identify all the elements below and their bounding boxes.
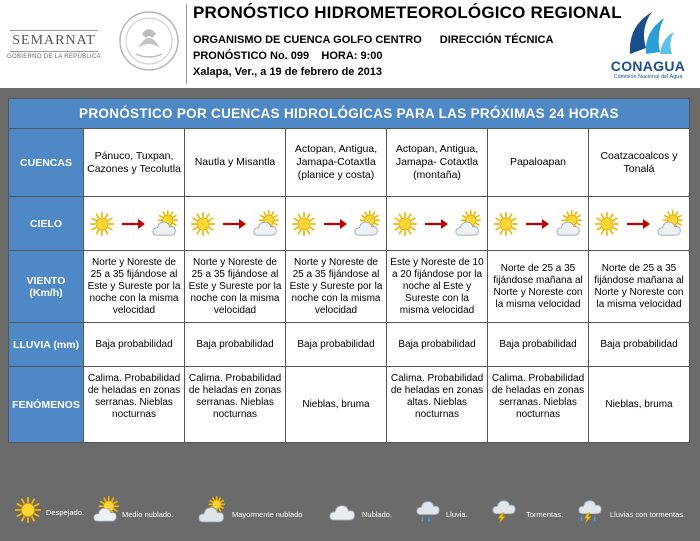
basin-name: Coatzacoalcos y Tonalá [589, 129, 690, 197]
sky-cell [286, 197, 387, 251]
wind-text: Este y Noreste de 10 a 20 fijándose por la noche al Este y Sureste con la misma velocidad [387, 251, 488, 323]
rain-text: Baja probabilidad [387, 323, 488, 367]
sun-icon [594, 211, 620, 237]
legend [0, 490, 700, 540]
forecast-line [193, 50, 383, 62]
rain-text: Baja probabilidad [185, 323, 286, 367]
wind-text: Norte de 25 a 35 fijándose mañana al Norte y Noreste con la misma velocidad [589, 251, 690, 323]
sun-icon [493, 211, 519, 237]
sun-icon [291, 211, 317, 237]
table-row-lluvia [9, 323, 690, 367]
legend-label: Despejado. [46, 508, 84, 517]
basin-name: Nautla y Misantla [185, 129, 286, 197]
sky-cell [589, 197, 690, 251]
arrow-right-icon [120, 218, 146, 230]
phenomena-text: Nieblas, bruma [589, 367, 690, 443]
phenomena-text: Calima. Probabilidad de heladas en zonas serranas. Nieblas nocturnas [185, 367, 286, 443]
arrow-right-icon [322, 218, 348, 230]
table-row-cuencas [9, 129, 690, 197]
wind-text: Norte y Noreste de 25 a 35 fijándose al Este y Sureste por la noche con la misma velocidad [84, 251, 185, 323]
sky-cell [84, 197, 185, 251]
legend-label: Nublado. [362, 510, 393, 519]
row-label-lluvia: LLUVIA (mm) [9, 323, 84, 367]
partly-cloudy-icon [454, 210, 482, 238]
direction-name: DIRECCIÓN TÉCNICA [439, 34, 554, 46]
conagua-name: CONAGUA [610, 58, 686, 74]
rain-text: Baja probabilidad [286, 323, 387, 367]
row-label-fenomenos: FENÓMENOS [9, 367, 84, 443]
partly-cloudy-icon [151, 210, 179, 238]
semarnat-name: SEMARNAT [12, 33, 96, 48]
rain-text: Baja probabilidad [84, 323, 185, 367]
sky-cell [185, 197, 286, 251]
row-label-viento: VIENTO (Km/h) [9, 251, 84, 323]
table-title: PRONÓSTICO POR CUENCAS HIDROLÓGICAS PARA LAS PRÓXIMAS 24 HORAS [9, 99, 690, 129]
page-title: PRONÓSTICO HIDROMETEOROLÓGICO REGIONAL [193, 3, 622, 22]
semarnat-subtitle: GOBIERNO DE LA REPÚBLICA [7, 54, 101, 60]
rain-text: Baja probabilidad [589, 323, 690, 367]
conagua-wave-icon [600, 4, 696, 58]
document-header [0, 0, 700, 88]
arrow-right-icon [423, 218, 449, 230]
phenomena-text: Nieblas, bruma [286, 367, 387, 443]
sky-cell [387, 197, 488, 251]
basin-name: Actopan, Antigua, Jamapa- Cotaxtla (montaña) [387, 129, 488, 197]
arrow-right-icon [221, 218, 247, 230]
wind-text: Norte y Noreste de 25 a 35 fijándose al Este y Sureste por la noche con la misma velocidad [185, 251, 286, 323]
basin-name: Actopan, Antigua, Jamapa-Cotaxtla (planice y costa) [286, 129, 387, 197]
table-row-viento [9, 251, 690, 323]
row-label-cuencas: CUENCAS [9, 129, 84, 197]
header-divider [186, 4, 187, 84]
phenomena-text: Calima. Probabilidad de heladas en zonas altas. Nieblas nocturnas [387, 367, 488, 443]
partly-cloudy-icon [353, 210, 381, 238]
legend-label: Tormentas. [526, 510, 564, 519]
legend-label: Medio nublado. [122, 510, 174, 519]
national-seal-icon [118, 10, 180, 72]
rain-text: Baja probabilidad [488, 323, 589, 367]
forecast-table [8, 98, 690, 443]
semarnat-logo [6, 28, 102, 60]
row-label-cielo: CIELO [9, 197, 84, 251]
table-title-row [9, 99, 690, 129]
phenomena-text: Calima. Probabilidad de heladas en zonas serranas. Nieblas nocturnas [84, 367, 185, 443]
forecast-number: PRONÓSTICO No. 099 [193, 50, 310, 62]
organism-line [193, 34, 553, 46]
wind-text: Norte de 25 a 35 fijándose mañana al Norte y Noreste con la misma velocidad [488, 251, 589, 323]
basin-name: Papaloapan [488, 129, 589, 197]
basin-name: Pánuco, Tuxpan, Cazones y Tecolutla [84, 129, 185, 197]
sky-cell [488, 197, 589, 251]
phenomena-text: Calima. Probabilidad de heladas en zonas serranas. Nieblas nocturnas [488, 367, 589, 443]
wind-text: Norte y Noreste de 25 a 35 fijándose al Este y Sureste por la noche con la misma velocidad [286, 251, 387, 323]
conagua-subtitle: Comisión Nacional del Agua [613, 74, 683, 80]
forecast-hour: HORA: 9:00 [321, 50, 383, 62]
sun-icon [190, 211, 216, 237]
legend-label: Mayormente nublado [232, 510, 303, 519]
arrow-right-icon [524, 218, 550, 230]
arrow-right-icon [625, 218, 651, 230]
partly-cloudy-icon [555, 210, 583, 238]
forecast-panel [0, 88, 700, 541]
sun-icon [89, 211, 115, 237]
sun-icon [392, 211, 418, 237]
table-row-cielo [9, 197, 690, 251]
organism-name: ORGANISMO DE CUENCA GOLFO CENTRO [193, 34, 422, 46]
legend-label: Lluvia. [446, 510, 468, 519]
conagua-logo [600, 4, 696, 84]
table-row-fenomenos [9, 367, 690, 443]
legend-label: Lluvias con tormentas. [610, 510, 686, 519]
partly-cloudy-icon [252, 210, 280, 238]
partly-cloudy-icon [656, 210, 684, 238]
place-date: Xalapa, Ver., a 19 de febrero de 2013 [193, 66, 382, 78]
